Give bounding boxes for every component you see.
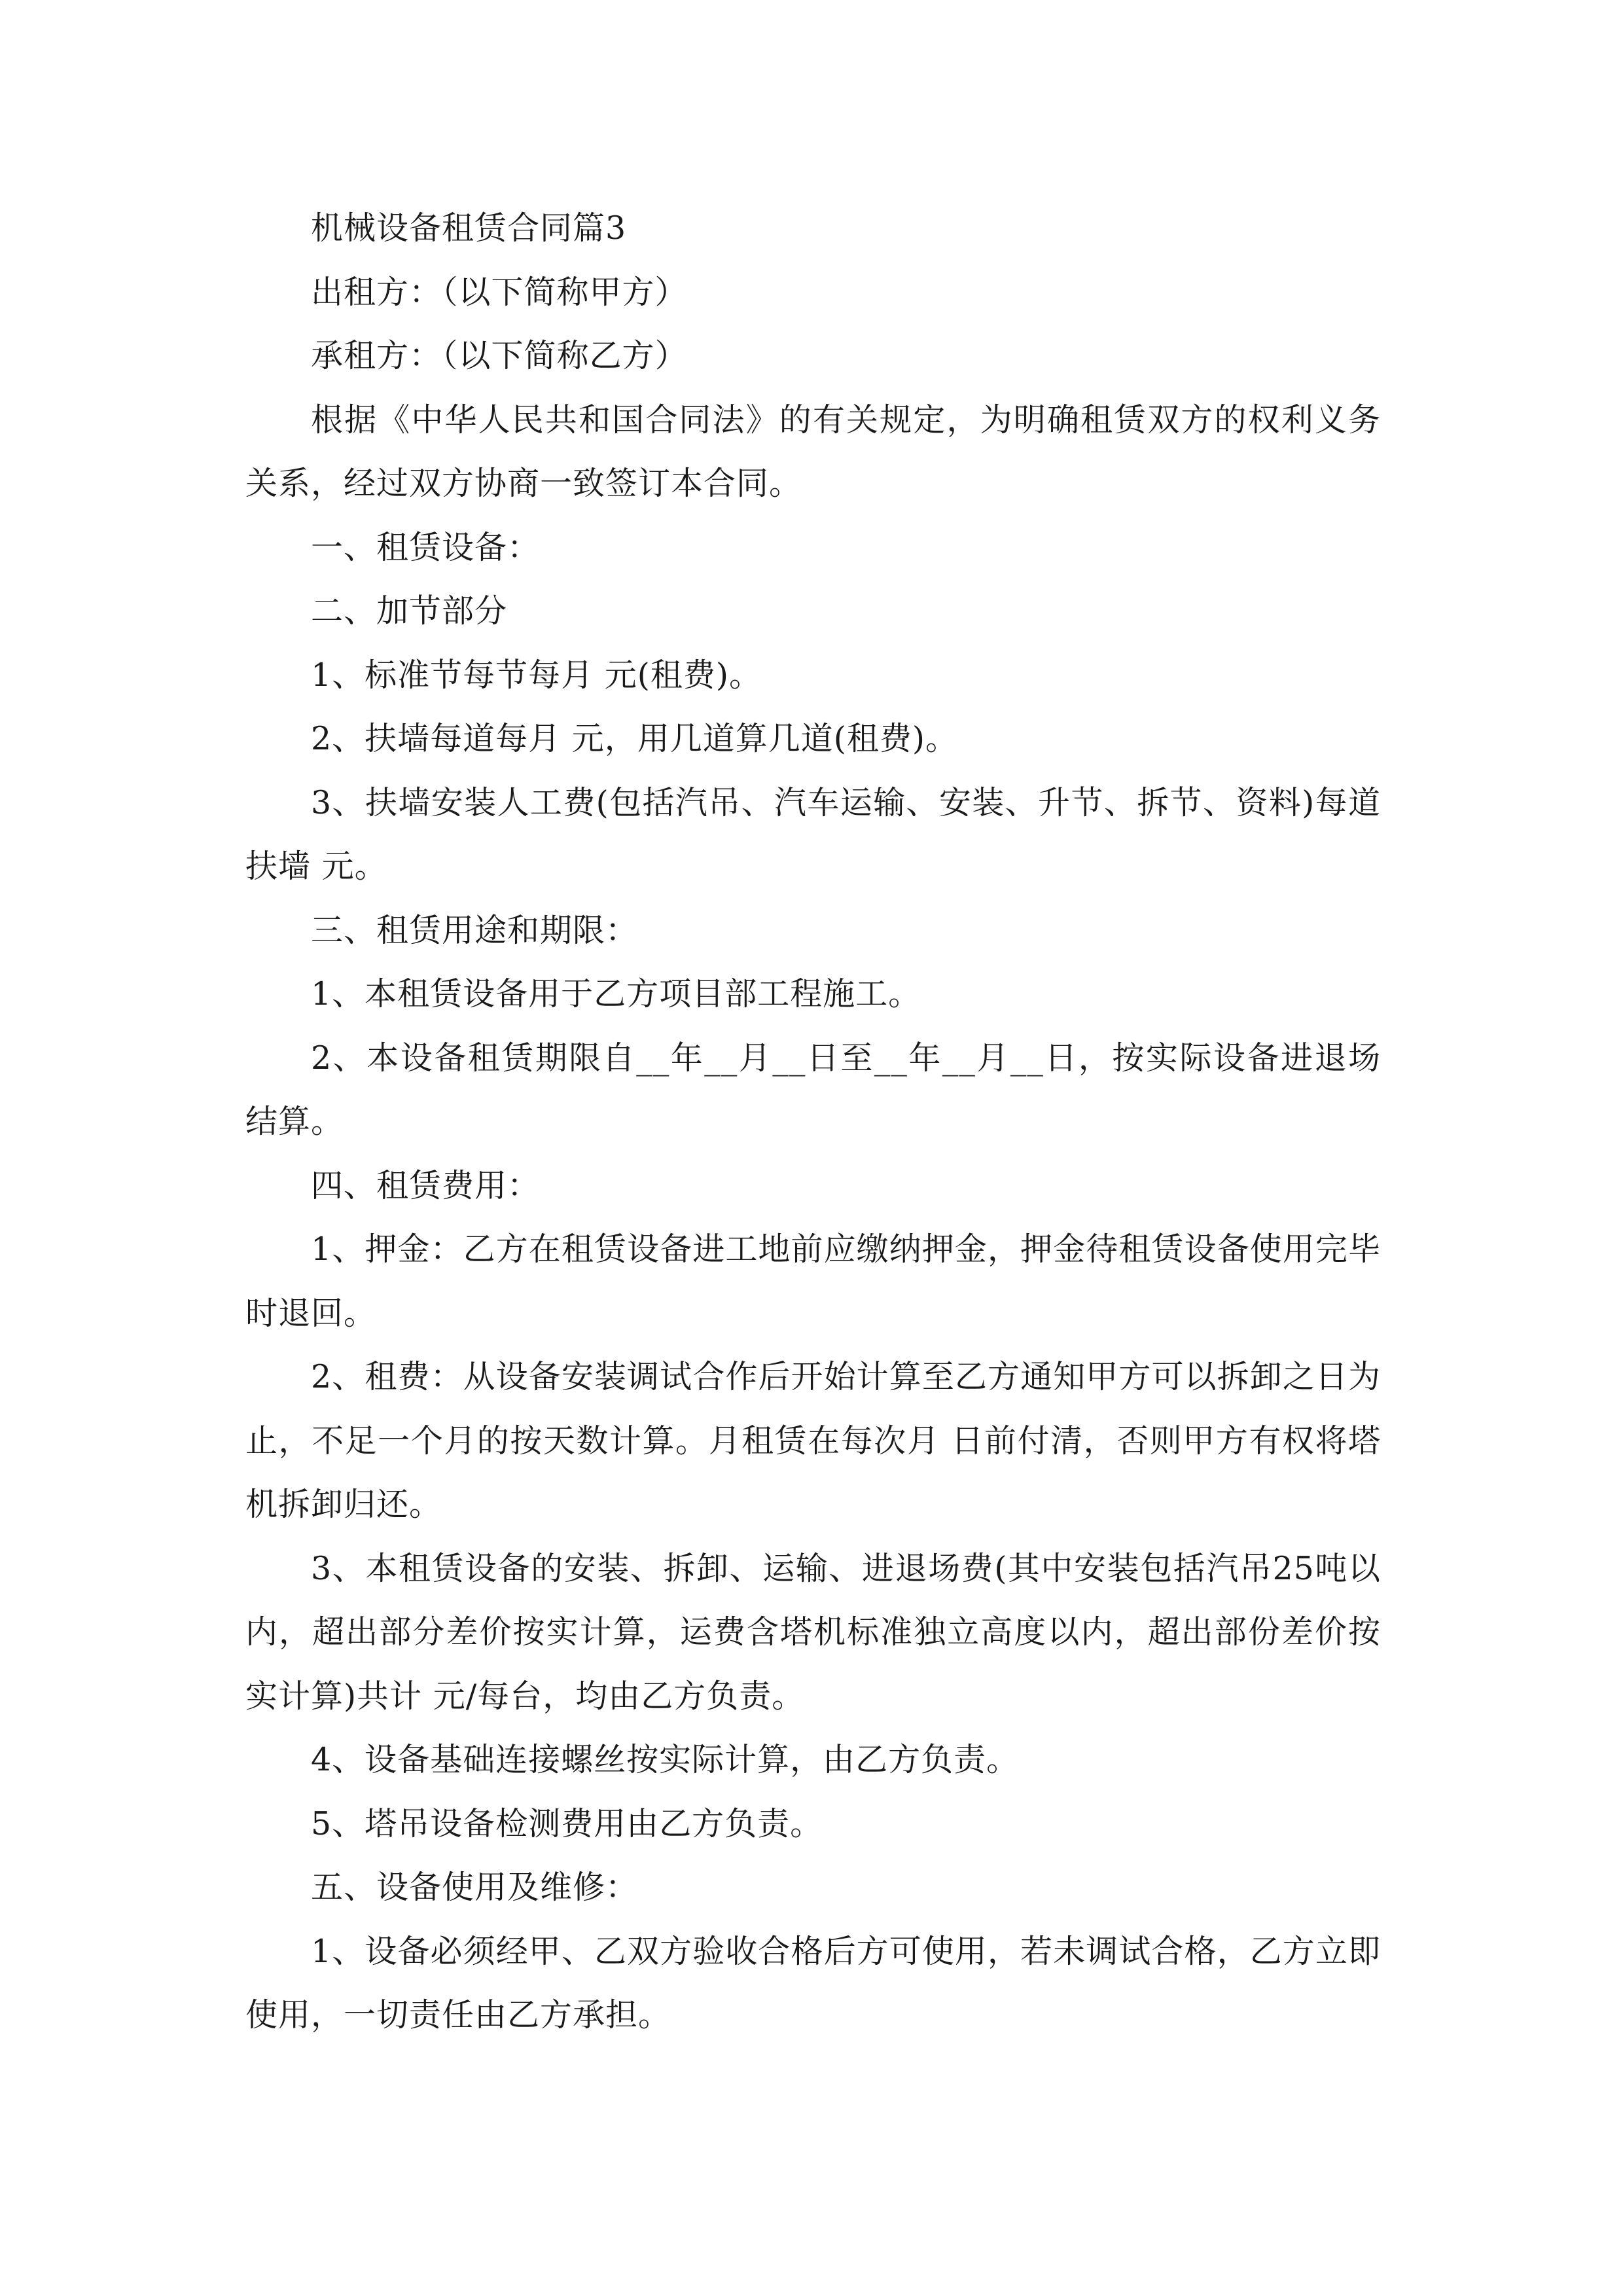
clause-paragraph: 2、租费：从设备安装调试合作后开始计算至乙方通知甲方可以拆卸之日为止，不足一个月的按天数计算。月租赁在每次月 日前付清，否则甲方有权将塔机拆卸归还。 — [245, 1358, 1381, 1523]
clause-paragraph: 4、设备基础连接螺丝按实际计算，由乙方负责。 — [311, 1741, 1020, 1778]
clause-paragraph: 5、塔吊设备检测费用由乙方负责。 — [311, 1804, 823, 1842]
clause-paragraph: 1、押金：乙方在租赁设备进工地前应缴纳押金，押金待租赁设备使用完毕时退回。 — [245, 1230, 1381, 1332]
document-body — [245, 196, 1381, 2047]
clause-paragraph: 2、扶墙每道每月 元，用几道算几道(租费)。 — [311, 720, 958, 757]
preamble-paragraph: 根据《中华人民共和国合同法》的有关规定，为明确租赁双方的权利义务关系，经过双方协商一致签订本合同。 — [245, 401, 1381, 502]
clause-paragraph: 1、标准节每节每月 元(租费)。 — [311, 656, 762, 694]
clause-paragraph: 1、设备必须经甲、乙双方验收合格后方可使用，若未调试合格，乙方立即使用，一切责任由乙方承担。 — [245, 1932, 1381, 2034]
lessee-line: 承租方：（以下简称乙方） — [311, 337, 688, 374]
document-title: 机械设备租赁合同篇3 — [311, 209, 627, 247]
section-heading: 二、加节部分 — [311, 592, 508, 630]
clause-paragraph: 3、扶墙安装人工费(包括汽吊、汽车运输、安装、升节、拆节、资料)每道扶墙 元。 — [245, 783, 1381, 885]
clause-paragraph: 1、本租赁设备用于乙方项目部工程施工。 — [311, 975, 921, 1013]
lessor-line: 出租方：（以下简称甲方） — [311, 273, 688, 311]
clause-paragraph: 3、本租赁设备的安装、拆卸、运输、进退场费(其中安装包括汽吊25吨以内，超出部分差价按实计算，运费含塔机标准独立高度以内，超出部份差价按实计算)共计 元/每台，均由乙方负责。 — [245, 1549, 1381, 1715]
section-heading: 五、设备使用及维修： — [311, 1869, 639, 1906]
section-heading: 四、租赁费用： — [311, 1166, 541, 1204]
section-heading: 一、租赁设备： — [311, 528, 541, 566]
clause-paragraph: 2、本设备租赁期限自__年__月__日至__年__月__日，按实际设备进退场结算。 — [245, 1039, 1381, 1140]
section-heading: 三、租赁用途和期限： — [311, 911, 639, 949]
